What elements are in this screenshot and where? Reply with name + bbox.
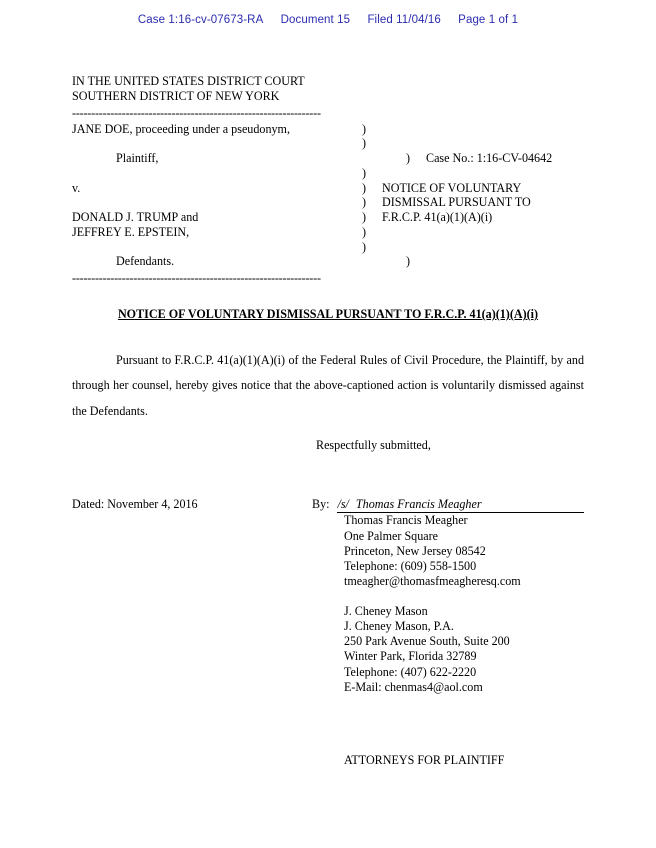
attorneys-for-plaintiff-footer: ATTORNEYS FOR PLAINTIFF (344, 753, 505, 767)
attorney-1-address-2: Princeton, New Jersey 08542 (344, 543, 486, 558)
body-paragraph: Pursuant to F.R.C.P. 41(a)(1)(A)(i) of the Federal Rules of Civil Procedure, the Plaintiff, by and through her counsel, hereby gives notice that the above-captioned action is voluntarily dismissed against the Defendants. (72, 352, 584, 418)
document-title (72, 307, 584, 322)
attorney-block-gap (344, 590, 584, 604)
caption-paren: ) (362, 210, 367, 224)
document-content (72, 74, 584, 768)
caption-row-spacer-2 (72, 166, 584, 181)
electronic-signature (337, 497, 584, 514)
defendant-name-2: JEFFREY E. EPSTEIN, (72, 224, 190, 239)
closing-line: Respectfully submitted, (316, 437, 431, 452)
defendant-name-1: DONALD J. TRUMP and (72, 210, 199, 224)
s-mark: /s/ (337, 496, 349, 511)
signature-block (72, 497, 584, 695)
caption-row-defendants-label (72, 254, 584, 269)
versus-label: v. (72, 180, 81, 195)
caption-doc-title-line2: DISMISSAL PURSUANT TO (382, 195, 531, 210)
case-number-caption: Case No.: 1:16-CV-04642 (426, 151, 553, 165)
plaintiff-label: Plaintiff, (116, 151, 159, 165)
attorney-2-address-1: 250 Park Avenue South, Suite 200 (344, 634, 510, 649)
ecf-page-number: Page 1 of 1 (458, 14, 519, 26)
attorney-2-name: J. Cheney Mason (344, 603, 428, 618)
caption-paren: ) (362, 239, 367, 254)
dated-line: Dated: November 4, 2016 (72, 496, 198, 511)
caption-rule-top: ----------------------------------------------------------------- (72, 106, 321, 120)
defendants-label: Defendants. (116, 254, 175, 269)
caption-paren: ) (406, 151, 411, 165)
caption-paren: ) (362, 136, 367, 151)
attorney-1-address-1: One Palmer Square (344, 528, 439, 543)
caption-row-defendant-1 (72, 210, 584, 225)
caption-row-spacer-4 (72, 240, 584, 255)
caption-row-defendant-2 (72, 225, 584, 240)
document-title-text: NOTICE OF VOLUNTARY DISMISSAL PURSUANT TO F.R.C.P. 41(a)(1)(A)(i) (117, 307, 539, 321)
caption-doc-title-line3: F.R.C.P. 41(a)(1)(A)(i) (382, 210, 493, 224)
attorney-2-address-2: Winter Park, Florida 32789 (344, 649, 477, 664)
caption-row-plaintiff-name (72, 122, 584, 137)
caption-paren: ) (362, 224, 367, 239)
caption-row-spacer-3 (72, 195, 584, 210)
signature-column (312, 497, 584, 695)
caption-row-spacer-1 (72, 136, 584, 151)
caption-paren: ) (362, 180, 367, 195)
caption-row-plaintiff-label (72, 151, 584, 166)
plaintiff-name: JANE DOE, proceeding under a pseudonym, (72, 121, 290, 136)
ecf-case-number: Case 1:16-cv-07673-RA (137, 14, 264, 26)
caption-paren: ) (406, 254, 411, 269)
signed-name: Thomas Francis Meagher (355, 496, 482, 511)
caption-paren: ) (362, 195, 367, 210)
caption-doc-title-line1: NOTICE OF VOLUNTARY (382, 180, 522, 195)
ecf-document-number: Document 15 (280, 14, 351, 26)
attorney-1-block (312, 513, 584, 695)
court-name-line1: IN THE UNITED STATES DISTRICT COURT (72, 74, 305, 88)
attorney-1-name: Thomas Francis Meagher (344, 513, 468, 528)
by-label: By: (312, 496, 330, 511)
attorney-2-phone: Telephone: (407) 622-2220 (344, 664, 477, 679)
attorney-2-firm: J. Cheney Mason, P.A. (344, 618, 454, 633)
caption-row-versus (72, 181, 584, 196)
attorney-1-email: tmeagher@thomasfmeagheresq.com (344, 574, 521, 589)
caption-rule-bottom: ----------------------------------------------------------------- (72, 272, 321, 285)
case-caption (72, 122, 584, 270)
ecf-header-stamp (0, 14, 656, 26)
signature-by-row (312, 497, 584, 514)
ecf-filed-date: Filed 11/04/16 (367, 14, 441, 26)
caption-paren: ) (362, 121, 367, 136)
court-name-line2: SOUTHERN DISTRICT OF NEW YORK (72, 88, 280, 103)
attorney-1-phone: Telephone: (609) 558-1500 (344, 559, 477, 574)
attorney-2-email: E-Mail: chenmas4@aol.com (344, 679, 483, 694)
caption-paren: ) (362, 165, 367, 180)
